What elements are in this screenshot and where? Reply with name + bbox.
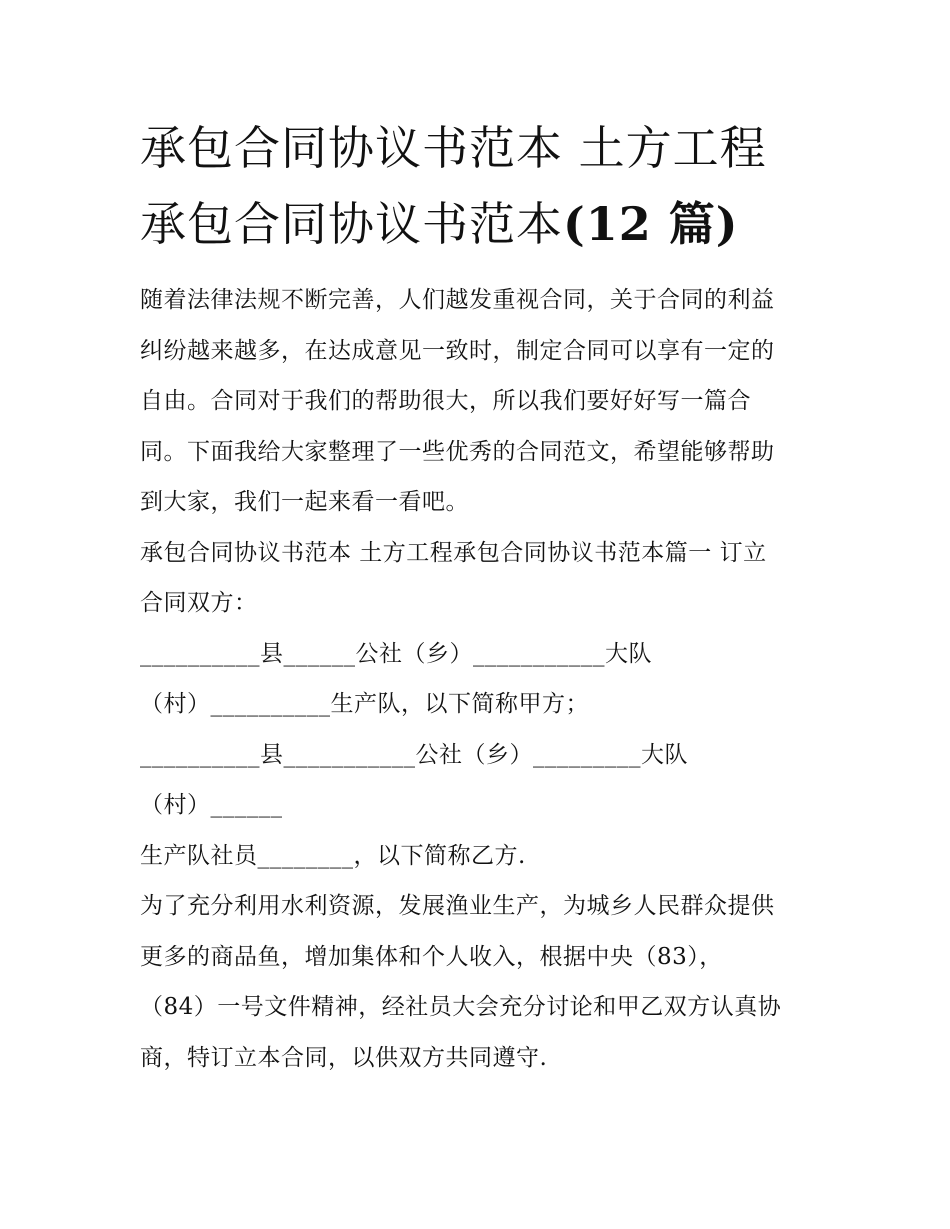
body-line: 随着法律法规不断完善，人们越发重视合同，关于合同的利益 — [140, 287, 775, 313]
body-line: 合同双方： — [140, 590, 258, 616]
body-line: 承包合同协议书范本 土方工程承包合同协议书范本篇一 订立 — [140, 539, 767, 566]
body-line: 同。下面我给大家整理了一些优秀的合同范文，希望能够帮助 — [140, 438, 775, 465]
body-line: 为了充分利用水利资源，发展渔业生产，为城乡人民群众提供 — [140, 893, 775, 919]
body-line: 自由。合同对于我们的帮助很大，所以我们要好好写一篇合 — [140, 388, 751, 414]
document-body — [140, 275, 820, 1083]
title-count: (12 篇) — [563, 197, 739, 251]
title-line-2-text: 承包合同协议书范本 — [140, 197, 563, 251]
body-line: 到大家，我们一起来看一看吧。 — [140, 489, 469, 515]
party-b-line: __________县___________公社（乡）_________大队 — [140, 741, 688, 768]
body-line: （84）一号文件精神，经社员大会充分讨论和甲乙双方认真协 — [140, 994, 782, 1020]
body-line: 更多的商品鱼，增加集体和个人收入，根据中央（83）， — [140, 943, 723, 970]
party-b-line: （村）______ — [140, 792, 283, 818]
document-title — [140, 110, 840, 262]
body-line: 纠纷越来越多，在达成意见一致时，制定合同可以享有一定的 — [140, 337, 775, 364]
title-line-2 — [140, 186, 840, 262]
party-a-line: __________县______公社（乡）___________大队 — [140, 640, 652, 667]
party-b-line: 生产队社员________，以下简称乙方. — [140, 842, 526, 869]
body-line: 商，特订立本合同，以供双方共同遵守. — [140, 1044, 548, 1071]
title-line-1: 承包合同协议书范本 土方工程 — [140, 121, 767, 175]
party-a-line: （村）__________生产队，以下简称甲方； — [140, 691, 589, 717]
